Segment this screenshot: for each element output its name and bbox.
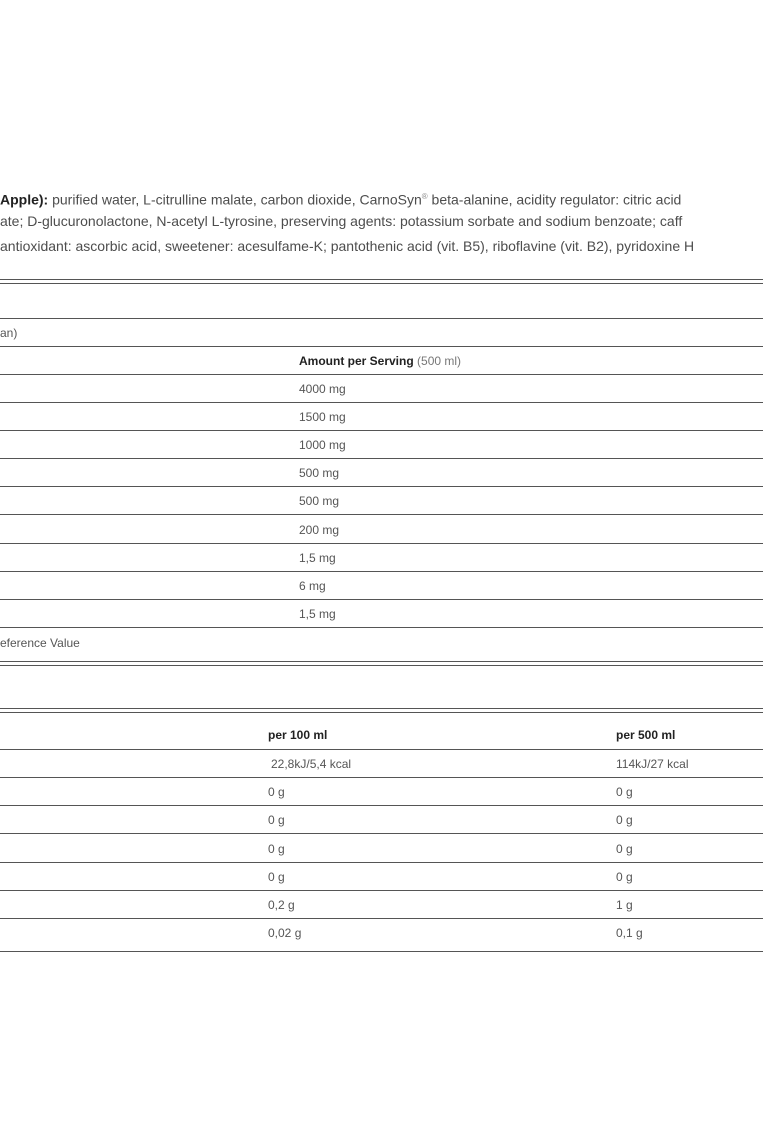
ingredients-text: [0, 184, 763, 259]
serving-partial-label: an): [0, 326, 18, 340]
per-100ml-value: 0 g: [268, 785, 285, 800]
amount-value: 4000 mg: [299, 382, 346, 396]
nutrition-bottom-rule: [0, 951, 763, 952]
ingredients-line-3: antioxidant: ascorbic acid, sweetener: acesulfame-K; pantothenic acid (vit. B5), riboflavine (vit. B2), pyridoxine H: [0, 238, 695, 254]
table-top-rule: [0, 279, 763, 280]
divider: [0, 486, 763, 487]
amount-value: 6 mg: [299, 578, 326, 593]
amount-value: 1000 mg: [299, 438, 346, 453]
amount-value: 500 mg: [299, 466, 340, 481]
divider: [0, 749, 763, 750]
divider: [0, 430, 763, 431]
amount-value: 1,5 mg: [299, 606, 336, 621]
amount-header-label: Amount per Serving: [299, 354, 414, 368]
nutrition-top-rule-2: [0, 712, 763, 713]
divider: [0, 918, 763, 919]
divider: [0, 777, 763, 778]
per-500ml-value: 0 g: [616, 869, 633, 884]
divider: [0, 346, 763, 347]
per-500ml-value: 1 g: [616, 898, 633, 912]
per-100ml-value: 0,02 g: [268, 926, 302, 941]
table-bottom-rule: [0, 661, 763, 662]
ingredients-line-2: ate; D-glucuronolactone, N-acetyl L-tyrosine, preserving agents: potassium sorbate and sodium benzoate; caff: [0, 213, 683, 229]
divider: [0, 458, 763, 459]
per-100ml-value: 22,8kJ/5,4 kcal: [271, 757, 352, 771]
per-500ml-value: 0 g: [616, 785, 633, 800]
amount-value: 1500 mg: [299, 410, 346, 425]
divider: [0, 543, 763, 544]
per-500ml-value: 0 g: [616, 841, 633, 856]
divider: [0, 805, 763, 806]
divider: [0, 862, 763, 863]
table-top-rule-2: [0, 283, 763, 284]
per-100ml-value: 0 g: [268, 841, 285, 856]
amount-header-unit: (500 ml): [413, 354, 462, 368]
per-100ml-value: 0 g: [268, 813, 285, 828]
flavor-label: Apple):: [0, 191, 49, 208]
divider: [0, 890, 763, 891]
ingredients-line-1: [0, 184, 763, 209]
amount-value: 200 mg: [299, 522, 340, 537]
footnote-text: eference Value: [0, 636, 80, 650]
table-bottom-rule-2: [0, 665, 763, 666]
divider: [0, 318, 763, 319]
col-per-100ml: per 100 ml: [268, 728, 328, 742]
divider: [0, 402, 763, 403]
divider: [0, 833, 763, 834]
amount-value: 500 mg: [299, 494, 340, 509]
ingredients-text-1b: beta-alanine, acidity regulator: citric acid: [427, 191, 682, 208]
per-500ml-value: 114kJ/27 kcal: [616, 757, 689, 771]
amount-header: [299, 354, 461, 368]
divider: [0, 374, 763, 375]
divider: [0, 571, 763, 572]
registered-mark: ®: [421, 192, 428, 201]
divider: [0, 599, 763, 600]
per-100ml-value: 0 g: [268, 869, 285, 884]
col-per-500ml: per 500 ml: [616, 728, 676, 742]
per-500ml-value: 0 g: [616, 813, 633, 828]
ingredients-text-1: purified water, L-citrulline malate, carbon dioxide, CarnoSyn: [48, 191, 422, 208]
divider: [0, 627, 763, 628]
divider: [0, 514, 763, 515]
per-100ml-value: 0,2 g: [268, 898, 295, 912]
nutrition-top-rule: [0, 708, 763, 709]
amount-value: 1,5 mg: [299, 550, 336, 565]
per-500ml-value: 0,1 g: [616, 926, 643, 941]
